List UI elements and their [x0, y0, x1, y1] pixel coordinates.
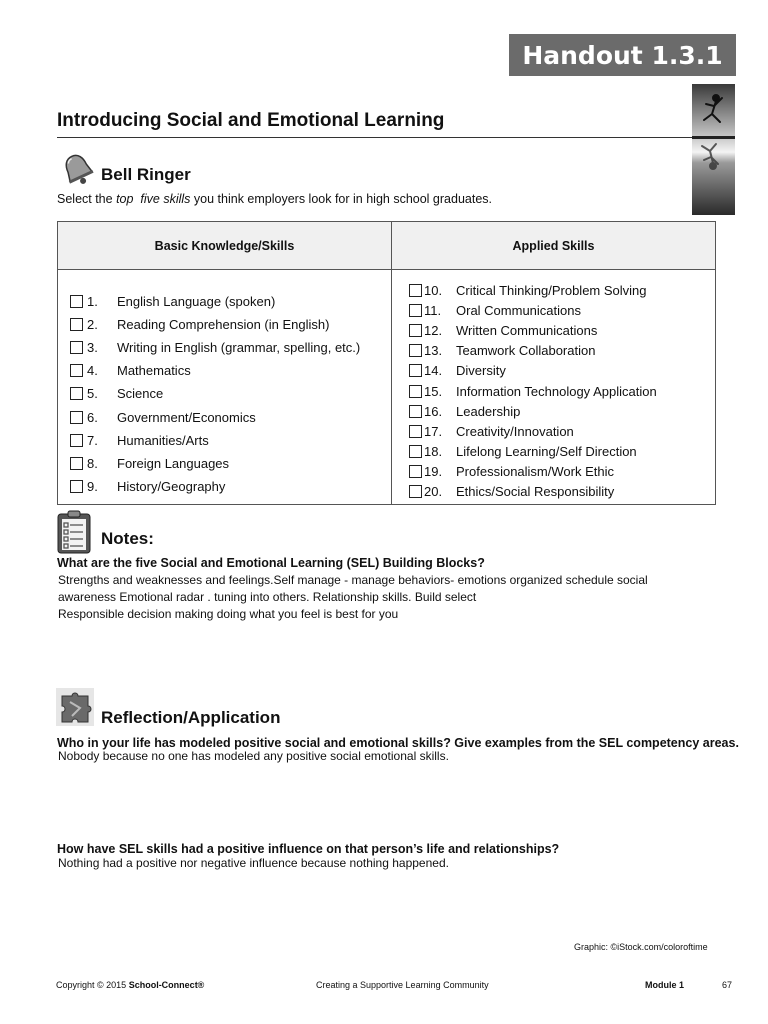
- skill-item: [409, 482, 715, 502]
- skill-label: Lifelong Learning/Self Direction: [456, 444, 637, 460]
- skill-number: 13.: [424, 343, 443, 359]
- basic-skills-cell: [58, 270, 392, 505]
- skill-checkbox[interactable]: [70, 364, 83, 377]
- handout-label: Handout 1.3.1: [509, 34, 736, 76]
- skill-label: Teamwork Collaboration: [456, 343, 596, 359]
- skill-number: 8.: [87, 455, 98, 471]
- reflection-question-1: Who in your life has modeled positive social and emotional skills? Give examples from the SEL competency areas.: [57, 736, 739, 750]
- skill-label: Government/Economics: [117, 409, 256, 425]
- skill-number: 20.: [424, 484, 443, 500]
- skill-checkbox[interactable]: [70, 480, 83, 493]
- instruction-emphasis-top: top: [116, 192, 134, 206]
- skill-checkbox[interactable]: [70, 434, 83, 447]
- skill-label: Reading Comprehension (in English): [117, 317, 330, 333]
- skill-item: [70, 359, 391, 382]
- skill-number: 11.: [424, 302, 442, 318]
- jumping-figure-photo: [692, 84, 735, 215]
- skills-table: [57, 221, 716, 505]
- skill-item: [409, 442, 715, 462]
- brand-name: School-Connect®: [128, 980, 205, 990]
- skill-item: [70, 382, 391, 405]
- skill-number: 7.: [87, 432, 98, 448]
- reflection-answer-2: Nothing had a positive nor negative influence because nothing happened.: [58, 856, 449, 870]
- skill-checkbox[interactable]: [409, 324, 422, 337]
- skill-number: 14.: [424, 363, 443, 379]
- skill-label: History/Geography: [117, 478, 226, 494]
- notes-question: What are the five Social and Emotional Learning (SEL) Building Blocks?: [57, 556, 485, 570]
- copyright-text: Copyright © 2015: [56, 980, 129, 990]
- skill-checkbox[interactable]: [70, 295, 83, 308]
- skill-item: [409, 462, 715, 482]
- skill-checkbox[interactable]: [409, 445, 422, 458]
- reflection-question-2: How have SEL skills had a positive influence on that person’s life and relationships?: [57, 842, 560, 856]
- notes-answer-line: Strengths and weaknesses and feelings.Self manage - manage behaviors- emotions organized schedule social: [58, 573, 648, 587]
- footer-title: Creating a Supportive Learning Community: [316, 980, 489, 990]
- skill-checkbox[interactable]: [409, 364, 422, 377]
- skill-number: 17.: [424, 423, 443, 439]
- skill-checkbox[interactable]: [409, 304, 422, 317]
- instruction-text-post: you think employers look for in high school graduates.: [190, 192, 492, 206]
- basic-skills-list: [58, 270, 391, 498]
- puzzle-icon: [56, 688, 94, 731]
- skill-item: [409, 401, 715, 421]
- skill-checkbox[interactable]: [409, 344, 422, 357]
- skill-item: [70, 429, 391, 452]
- skill-item: [409, 300, 715, 320]
- instruction-text-pre: Select the: [57, 192, 117, 206]
- skill-checkbox[interactable]: [70, 411, 83, 424]
- skill-label: Humanities/Arts: [117, 432, 209, 448]
- title-divider: [57, 137, 692, 138]
- skill-checkbox[interactable]: [409, 485, 422, 498]
- notes-answer-line: awareness Emotional radar . tuning into others. Relationship skills. Build select: [58, 590, 477, 604]
- reflection-answer-1: Nobody because no one has modeled any positive social emotional skills.: [58, 749, 449, 763]
- skill-label: Professionalism/Work Ethic: [456, 464, 614, 480]
- skill-label: Information Technology Application: [456, 383, 657, 399]
- skill-item: [409, 381, 715, 401]
- skill-number: 4.: [87, 363, 98, 379]
- skill-checkbox[interactable]: [409, 284, 422, 297]
- skill-checkbox[interactable]: [409, 405, 422, 418]
- applied-skills-cell: [392, 270, 716, 505]
- skill-number: 19.: [424, 464, 443, 480]
- skill-checkbox[interactable]: [70, 318, 83, 331]
- footer-page-number: 67: [722, 980, 733, 990]
- skill-checkbox[interactable]: [70, 341, 83, 354]
- skill-label: Science: [117, 386, 164, 402]
- skill-label: Writing in English (grammar, spelling, etc.): [117, 340, 361, 356]
- skill-number: 2.: [87, 317, 98, 333]
- skill-number: 16.: [424, 403, 443, 419]
- instruction-emphasis-skills: five skills: [140, 192, 191, 206]
- skill-item: [70, 475, 391, 498]
- skill-label: Written Communications: [456, 322, 598, 338]
- skill-item: [409, 320, 715, 340]
- skill-checkbox[interactable]: [409, 385, 422, 398]
- skill-label: Diversity: [456, 363, 506, 379]
- skill-checkbox[interactable]: [409, 465, 422, 478]
- skill-number: 12.: [424, 322, 443, 338]
- skill-item: [70, 336, 391, 359]
- skill-label: Ethics/Social Responsibility: [456, 484, 615, 500]
- skill-label: Foreign Languages: [117, 455, 230, 471]
- skill-checkbox[interactable]: [70, 387, 83, 400]
- skill-item: [70, 313, 391, 336]
- skill-number: 1.: [87, 294, 98, 310]
- skill-item: [70, 452, 391, 475]
- clipboard-icon: [56, 510, 92, 559]
- skill-label: Critical Thinking/Problem Solving: [456, 282, 647, 298]
- page-title: Introducing Social and Emotional Learning: [57, 110, 445, 131]
- notes-answer: [58, 572, 648, 623]
- skill-item: [409, 341, 715, 361]
- skill-number: 15.: [424, 383, 443, 399]
- skill-item: [409, 361, 715, 381]
- skill-item: [70, 405, 391, 428]
- skill-number: 6.: [87, 409, 98, 425]
- bell-icon: [60, 152, 96, 193]
- notes-answer-line: Responsible decision making doing what you feel is best for you: [58, 607, 399, 621]
- skill-number: 10.: [424, 282, 443, 298]
- reflection-heading: Reflection/Application: [101, 708, 281, 727]
- skill-checkbox[interactable]: [409, 425, 422, 438]
- skill-label: Oral Communications: [456, 302, 581, 318]
- skill-item: [409, 421, 715, 441]
- skill-number: 9.: [87, 478, 98, 494]
- col-header-applied: Applied Skills: [392, 222, 716, 270]
- skill-label: Creativity/Innovation: [456, 423, 574, 439]
- applied-skills-list: [392, 270, 715, 502]
- graphic-credit: Graphic: ©iStock.com/coloroftime: [574, 942, 708, 952]
- bell-ringer-instruction: [57, 192, 492, 206]
- skill-label: Leadership: [456, 403, 521, 419]
- skill-number: 5.: [87, 386, 98, 402]
- skill-label: Mathematics: [117, 363, 191, 379]
- footer-module: Module 1: [645, 980, 685, 990]
- skill-checkbox[interactable]: [70, 457, 83, 470]
- footer-copyright: [56, 980, 204, 990]
- col-header-basic: Basic Knowledge/Skills: [58, 222, 392, 270]
- skill-item: [409, 280, 715, 300]
- skill-number: 18.: [424, 444, 443, 460]
- skill-item: [70, 290, 391, 313]
- notes-heading: Notes:: [101, 529, 154, 548]
- skill-number: 3.: [87, 340, 98, 356]
- bell-ringer-heading: Bell Ringer: [101, 165, 191, 184]
- skill-label: English Language (spoken): [117, 294, 276, 310]
